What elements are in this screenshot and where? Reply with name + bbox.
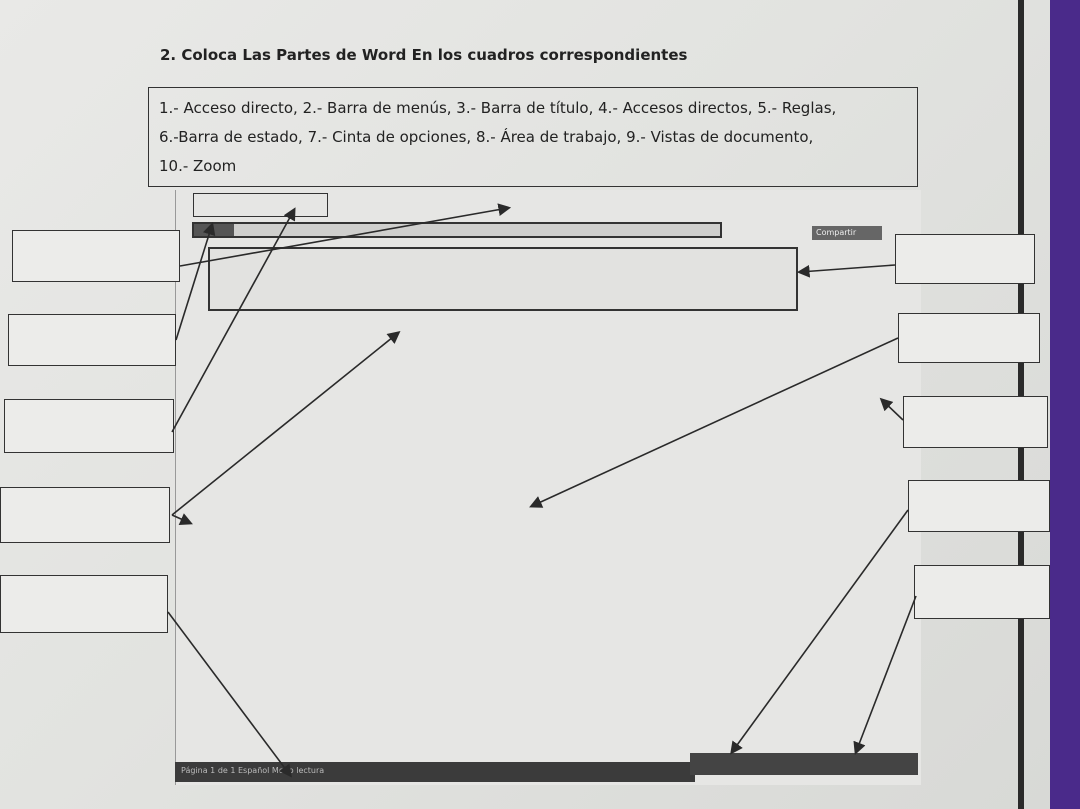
arrow-work-area xyxy=(532,338,898,506)
arrow-ribbon xyxy=(800,265,895,272)
arrow-quick-access xyxy=(172,210,294,432)
status-bar-text: Página 1 de 1 Español Modo lectura xyxy=(181,766,325,775)
arrow-ruler-tip xyxy=(172,515,190,523)
arrow-scroll xyxy=(882,400,903,420)
arrow-menu-bar xyxy=(176,225,212,340)
arrow-views xyxy=(732,510,908,752)
legend-line-3: 10.- Zoom xyxy=(159,157,237,175)
arrow-zoom xyxy=(856,596,916,752)
legend-line-1: 1.- Acceso directo, 2.- Barra de menús, 3.- Barra de título, 4.- Accesos directos, 5.- Reglas, xyxy=(159,99,837,117)
arrow-status-bar xyxy=(168,612,290,775)
share-button-label: Compartir xyxy=(816,228,857,237)
exercise-title: 2. Coloca Las Partes de Word En los cuadros correspondientes xyxy=(160,46,688,64)
arrow-title-bar xyxy=(180,208,508,266)
arrow-ruler xyxy=(172,333,398,515)
legend-line-2: 6.-Barra de estado, 7.- Cinta de opciones, 8.- Área de trabajo, 9.- Vistas de documento, xyxy=(159,128,814,146)
